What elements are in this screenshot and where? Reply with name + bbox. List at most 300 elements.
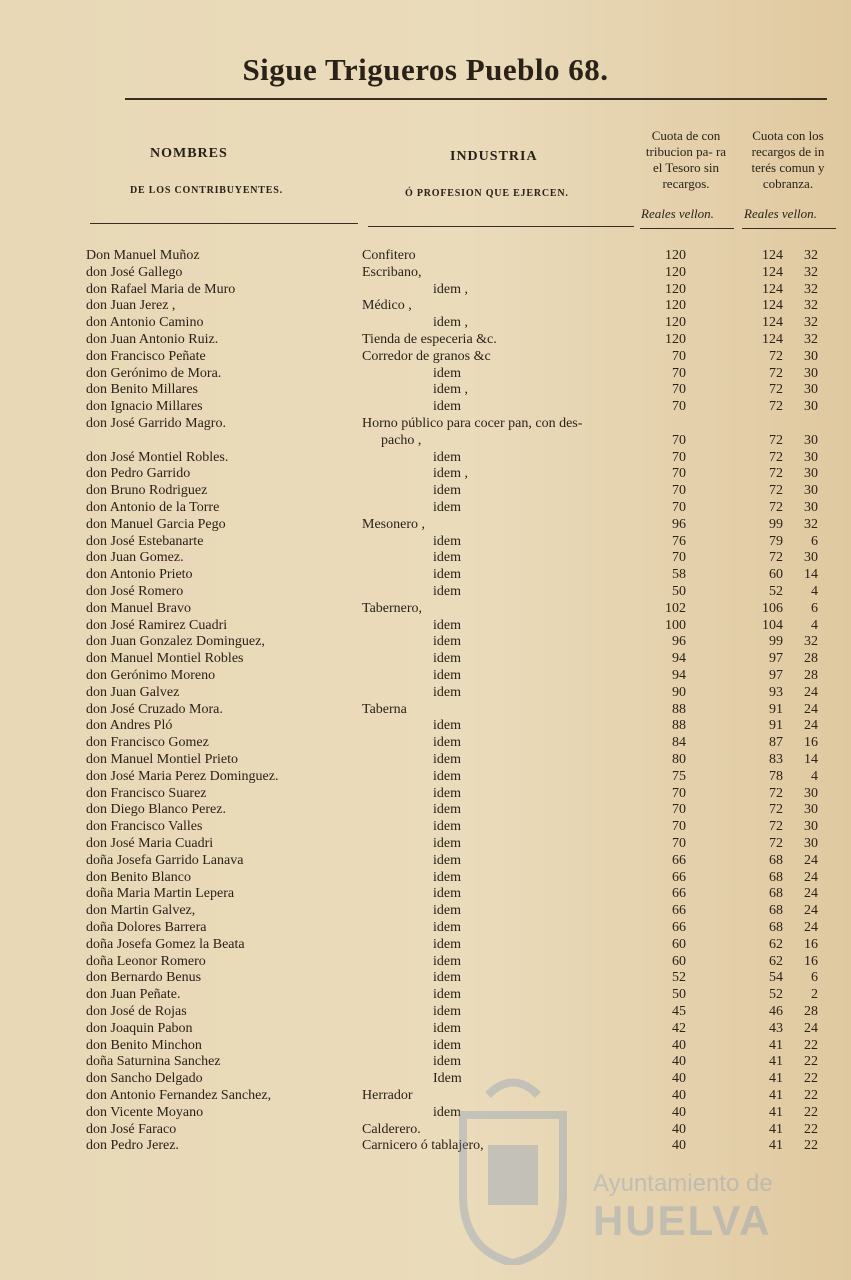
quota-surcharge-reales: 68 bbox=[769, 852, 783, 868]
quota-surcharge-reales: 41 bbox=[769, 1037, 783, 1053]
quota-surcharge-reales: 41 bbox=[769, 1088, 783, 1103]
table-row bbox=[0, 298, 851, 315]
quota-surcharge-maravedis: 28 bbox=[804, 1004, 818, 1019]
contributor-name: don Rafael Maria de Muro bbox=[86, 281, 236, 297]
quota-surcharge-maravedis: 30 bbox=[804, 382, 818, 398]
industry: idem bbox=[433, 1020, 461, 1036]
quota-treasury: 120 bbox=[665, 248, 686, 263]
contributor-name: doña Josefa Gomez la Beata bbox=[86, 936, 245, 952]
quota-surcharge-reales: 62 bbox=[769, 936, 783, 952]
quota-surcharge-reales: 72 bbox=[769, 483, 783, 499]
contributor-name: don Vicente Moyano bbox=[86, 1104, 204, 1120]
table-row bbox=[0, 819, 851, 836]
quota-treasury: 40 bbox=[672, 1104, 686, 1120]
industry: idem , bbox=[433, 466, 468, 482]
quota-surcharge-reales: 104 bbox=[762, 617, 783, 633]
contributor-name: doña Josefa Garrido Lanava bbox=[86, 852, 244, 868]
header-cuota-recargos: Cuota con los recargos de in terés comun y cobranza. bbox=[751, 128, 825, 191]
industry-continuation: pacho , bbox=[381, 432, 422, 448]
table-row bbox=[0, 870, 851, 887]
quota-treasury: 76 bbox=[672, 533, 686, 549]
quota-surcharge-maravedis: 24 bbox=[804, 1020, 818, 1036]
quota-treasury: 94 bbox=[672, 651, 686, 667]
industry: idem bbox=[433, 819, 461, 835]
quota-treasury: 84 bbox=[672, 735, 686, 751]
page-title: Sigue Trigueros Pueblo 68. bbox=[242, 52, 609, 87]
quota-surcharge-reales: 124 bbox=[762, 332, 783, 347]
industry: Idem bbox=[433, 1071, 462, 1087]
quota-treasury: 94 bbox=[672, 668, 686, 683]
quota-surcharge-maravedis: 22 bbox=[804, 1037, 818, 1053]
contributor-name: don Juan Antonio Ruiz. bbox=[86, 332, 219, 347]
quota-surcharge-maravedis: 22 bbox=[804, 1104, 818, 1120]
quota-surcharge-maravedis: 32 bbox=[804, 634, 818, 650]
quota-treasury: 70 bbox=[672, 365, 686, 381]
quota-surcharge-maravedis: 2 bbox=[811, 987, 818, 1003]
table-row bbox=[0, 382, 851, 399]
quota-treasury: 60 bbox=[672, 936, 686, 952]
quota-surcharge-maravedis: 24 bbox=[804, 684, 818, 700]
table-row bbox=[0, 987, 851, 1004]
contributor-name: don Bruno Rodriguez bbox=[86, 483, 208, 499]
contributor-name: Don Manuel Muñoz bbox=[86, 248, 200, 263]
watermark-line-2: HUELVA bbox=[593, 1197, 772, 1244]
industry: idem bbox=[433, 836, 461, 851]
table-row bbox=[0, 399, 851, 416]
quota-surcharge-reales: 99 bbox=[769, 634, 783, 650]
table-row bbox=[0, 886, 851, 903]
table-row bbox=[0, 786, 851, 803]
contributor-name: don Sancho Delgado bbox=[86, 1071, 203, 1087]
table-row bbox=[0, 836, 851, 853]
quota-surcharge-reales: 72 bbox=[769, 432, 783, 448]
quota-surcharge-maravedis: 22 bbox=[804, 1138, 818, 1154]
quota-surcharge-reales: 124 bbox=[762, 248, 783, 263]
quota-surcharge-maravedis: 16 bbox=[804, 936, 818, 952]
quota-treasury: 70 bbox=[672, 819, 686, 835]
quota-treasury: 40 bbox=[672, 1037, 686, 1053]
header-industria-sub: Ó PROFESION QUE EJERCEN. bbox=[405, 188, 569, 199]
quota-treasury: 70 bbox=[672, 802, 686, 818]
industry: idem bbox=[433, 735, 461, 751]
industry: idem bbox=[433, 617, 461, 633]
quota-treasury: 70 bbox=[672, 550, 686, 566]
quota-surcharge-reales: 68 bbox=[769, 903, 783, 919]
industry: idem bbox=[433, 550, 461, 566]
table-row bbox=[0, 651, 851, 668]
quota-surcharge-reales: 72 bbox=[769, 836, 783, 851]
quota-surcharge-maravedis: 16 bbox=[804, 735, 818, 751]
quota-treasury: 70 bbox=[672, 449, 686, 465]
industry: Carnicero ó tablajero, bbox=[362, 1138, 484, 1154]
contributor-name: don Manuel Montiel Prieto bbox=[86, 752, 239, 767]
quota-surcharge-reales: 87 bbox=[769, 735, 783, 751]
contributor-name: don Francisco Valles bbox=[86, 819, 203, 835]
quota-treasury: 50 bbox=[672, 987, 686, 1003]
table-row bbox=[0, 349, 851, 366]
quota-treasury: 120 bbox=[665, 264, 686, 280]
quota-surcharge-reales: 72 bbox=[769, 785, 783, 801]
industry: idem , bbox=[433, 281, 468, 297]
table-row bbox=[0, 937, 851, 954]
table-row bbox=[0, 903, 851, 920]
contributor-name: don Manuel Bravo bbox=[86, 600, 191, 616]
quota-surcharge-reales: 54 bbox=[769, 970, 783, 986]
table-row bbox=[0, 567, 851, 584]
quota-surcharge-maravedis: 32 bbox=[804, 281, 818, 297]
contributor-name: don Antonio Camino bbox=[86, 315, 204, 331]
ayuntamiento-watermark bbox=[448, 1075, 788, 1275]
industry: Escribano, bbox=[362, 264, 422, 280]
table-row bbox=[0, 332, 851, 349]
quota-surcharge-maravedis: 24 bbox=[804, 718, 818, 734]
quota-surcharge-reales: 41 bbox=[769, 1121, 783, 1137]
quota-treasury: 70 bbox=[672, 348, 686, 364]
title-rule bbox=[125, 98, 827, 100]
table-row bbox=[0, 534, 851, 551]
contributor-name: don Bernardo Benus bbox=[86, 970, 202, 986]
quota-surcharge-maravedis: 30 bbox=[804, 785, 818, 801]
table-row bbox=[0, 416, 851, 448]
quota-treasury: 66 bbox=[672, 886, 686, 902]
quota-surcharge-reales: 124 bbox=[762, 281, 783, 297]
quota-surcharge-maravedis: 30 bbox=[804, 466, 818, 482]
quota-treasury: 50 bbox=[672, 584, 686, 599]
table-row bbox=[0, 685, 851, 702]
quota-surcharge-reales: 72 bbox=[769, 348, 783, 364]
industry: idem bbox=[433, 651, 461, 667]
industry: idem bbox=[433, 970, 461, 986]
quota-surcharge-reales: 72 bbox=[769, 802, 783, 818]
quota-surcharge-maravedis: 24 bbox=[804, 701, 818, 717]
quota-treasury: 58 bbox=[672, 567, 686, 583]
quota-treasury: 120 bbox=[665, 332, 686, 347]
quota-surcharge-reales: 72 bbox=[769, 500, 783, 515]
industry: idem bbox=[433, 1004, 461, 1019]
contributor-name: don José Maria Cuadri bbox=[86, 836, 214, 851]
contributor-name: don Francisco Peñate bbox=[86, 348, 206, 364]
table-row bbox=[0, 752, 851, 769]
industry: idem bbox=[433, 869, 461, 885]
quota-surcharge-maravedis: 30 bbox=[804, 348, 818, 364]
quota-surcharge-maravedis: 4 bbox=[811, 617, 818, 633]
quota-treasury: 40 bbox=[672, 1071, 686, 1087]
contributor-name: don Antonio Fernandez Sanchez, bbox=[86, 1088, 272, 1103]
quota-surcharge-maravedis: 30 bbox=[804, 399, 818, 415]
industry: idem bbox=[433, 768, 461, 784]
contributor-name: don Joaquin Pabon bbox=[86, 1020, 193, 1036]
quota-surcharge-maravedis: 30 bbox=[804, 483, 818, 499]
contributor-name: don Gerónimo de Mora. bbox=[86, 365, 222, 381]
contributor-name: don Manuel Montiel Robles bbox=[86, 651, 244, 667]
industry: Tabernero, bbox=[362, 600, 423, 616]
quota-surcharge-reales: 62 bbox=[769, 953, 783, 969]
table-row bbox=[0, 1021, 851, 1038]
quota-surcharge-reales: 124 bbox=[762, 298, 783, 314]
table-row bbox=[0, 954, 851, 971]
industry: idem bbox=[433, 399, 461, 415]
industry: idem bbox=[433, 785, 461, 801]
quota-surcharge-reales: 72 bbox=[769, 819, 783, 835]
industry: idem bbox=[433, 752, 461, 767]
table-row bbox=[0, 517, 851, 534]
industry: Mesonero , bbox=[362, 516, 425, 532]
header-nombres-sub: DE LOS CONTRIBUYENTES. bbox=[130, 185, 283, 196]
header-industria: INDUSTRIA bbox=[450, 149, 538, 164]
quota-surcharge-maravedis: 14 bbox=[804, 567, 818, 583]
industry: Herrador bbox=[362, 1088, 413, 1103]
industry: idem bbox=[433, 483, 461, 499]
table-row bbox=[0, 853, 851, 870]
contributor-name: doña Saturnina Sanchez bbox=[86, 1054, 221, 1070]
header-rule-3 bbox=[640, 228, 734, 229]
quota-treasury: 100 bbox=[665, 617, 686, 633]
quota-surcharge-maravedis: 32 bbox=[804, 264, 818, 280]
industry: idem bbox=[433, 903, 461, 919]
industry: idem bbox=[433, 987, 461, 1003]
table-row bbox=[0, 315, 851, 332]
contributor-name: don Martin Galvez, bbox=[86, 903, 196, 919]
quota-treasury: 66 bbox=[672, 903, 686, 919]
table-row bbox=[0, 1004, 851, 1021]
contributor-name: don Ignacio Millares bbox=[86, 399, 203, 415]
contributor-name: don Gerónimo Moreno bbox=[86, 668, 216, 683]
header-nombres: NOMBRES bbox=[150, 146, 228, 161]
quota-surcharge-maravedis: 14 bbox=[804, 752, 818, 767]
contributor-name: don José Montiel Robles. bbox=[86, 449, 229, 465]
quota-surcharge-maravedis: 32 bbox=[804, 248, 818, 263]
quota-surcharge-reales: 68 bbox=[769, 869, 783, 885]
quota-treasury: 60 bbox=[672, 953, 686, 969]
industry: idem bbox=[433, 533, 461, 549]
watermark-line-1: Ayuntamiento de bbox=[593, 1170, 773, 1197]
quota-surcharge-reales: 93 bbox=[769, 684, 783, 700]
industry: idem bbox=[433, 802, 461, 818]
quota-treasury: 70 bbox=[672, 836, 686, 851]
quota-surcharge-maravedis: 24 bbox=[804, 869, 818, 885]
table-row bbox=[0, 601, 851, 618]
contributor-name: don José Gallego bbox=[86, 264, 183, 280]
contributor-name: don Pedro Jerez. bbox=[86, 1138, 179, 1154]
quota-treasury: 96 bbox=[672, 634, 686, 650]
quota-surcharge-maravedis: 30 bbox=[804, 819, 818, 835]
quota-treasury: 40 bbox=[672, 1138, 686, 1154]
contributor-name: don Francisco Suarez bbox=[86, 785, 207, 801]
quota-surcharge-maravedis: 30 bbox=[804, 365, 818, 381]
contributor-name: doña Maria Martin Lepera bbox=[86, 886, 235, 902]
contributor-name: don José de Rojas bbox=[86, 1004, 187, 1019]
quota-surcharge-reales: 72 bbox=[769, 382, 783, 398]
quota-surcharge-maravedis: 24 bbox=[804, 903, 818, 919]
quota-surcharge-reales: 106 bbox=[762, 600, 783, 616]
header-rule-4 bbox=[742, 228, 836, 229]
industry: Médico , bbox=[362, 298, 412, 314]
table-row bbox=[0, 920, 851, 937]
quota-treasury: 40 bbox=[672, 1121, 686, 1137]
contributor-name: don José Romero bbox=[86, 584, 184, 599]
quota-treasury: 66 bbox=[672, 920, 686, 935]
industry: idem bbox=[433, 449, 461, 465]
quota-treasury: 70 bbox=[672, 785, 686, 801]
quota-surcharge-maravedis: 22 bbox=[804, 1121, 818, 1137]
industry: idem , bbox=[433, 382, 468, 398]
quota-treasury: 45 bbox=[672, 1004, 686, 1019]
table-row bbox=[0, 735, 851, 752]
table-row bbox=[0, 550, 851, 567]
contributor-name: don Benito Blanco bbox=[86, 869, 191, 885]
quota-treasury: 102 bbox=[665, 600, 686, 616]
contributor-name: don Manuel Garcia Pego bbox=[86, 516, 226, 532]
industry: Corredor de granos &c bbox=[362, 348, 491, 364]
table-row bbox=[0, 500, 851, 517]
quota-surcharge-reales: 79 bbox=[769, 533, 783, 549]
quota-treasury: 96 bbox=[672, 516, 686, 532]
quota-treasury: 52 bbox=[672, 970, 686, 986]
contributor-name: don José Ramirez Cuadri bbox=[86, 617, 228, 633]
table-row bbox=[0, 584, 851, 601]
quota-surcharge-reales: 83 bbox=[769, 752, 783, 767]
quota-surcharge-maravedis: 32 bbox=[804, 298, 818, 314]
quota-surcharge-reales: 41 bbox=[769, 1138, 783, 1154]
contributor-name: don José Maria Perez Dominguez. bbox=[86, 768, 279, 784]
quota-treasury: 40 bbox=[672, 1088, 686, 1103]
table-row bbox=[0, 718, 851, 735]
quota-surcharge-reales: 60 bbox=[769, 567, 783, 583]
quota-treasury: 88 bbox=[672, 718, 686, 734]
quota-surcharge-maravedis: 16 bbox=[804, 953, 818, 969]
industry: idem bbox=[433, 953, 461, 969]
quota-treasury: 40 bbox=[672, 1054, 686, 1070]
quota-surcharge-maravedis: 22 bbox=[804, 1088, 818, 1103]
quota-surcharge-reales: 78 bbox=[769, 768, 783, 784]
quota-treasury: 66 bbox=[672, 852, 686, 868]
contributor-name: don Antonio Prieto bbox=[86, 567, 193, 583]
quota-surcharge-maravedis: 24 bbox=[804, 886, 818, 902]
table-row bbox=[0, 634, 851, 651]
table-row bbox=[0, 668, 851, 685]
table-row bbox=[0, 248, 851, 265]
quota-treasury: 70 bbox=[672, 432, 686, 448]
header-rule-1 bbox=[90, 223, 358, 224]
table-row bbox=[0, 282, 851, 299]
quota-surcharge-maravedis: 32 bbox=[804, 332, 818, 347]
quota-surcharge-reales: 68 bbox=[769, 920, 783, 935]
industry: idem bbox=[433, 567, 461, 583]
quota-treasury: 90 bbox=[672, 684, 686, 700]
header-rule-2 bbox=[368, 226, 634, 227]
quota-surcharge-reales: 41 bbox=[769, 1054, 783, 1070]
table-row bbox=[0, 483, 851, 500]
industry: idem bbox=[433, 365, 461, 381]
industry: idem bbox=[433, 668, 461, 683]
quota-surcharge-maravedis: 30 bbox=[804, 550, 818, 566]
quota-surcharge-reales: 124 bbox=[762, 315, 783, 331]
contributor-name: don Pedro Garrido bbox=[86, 466, 191, 482]
industry: idem bbox=[433, 634, 461, 650]
table-row bbox=[0, 1054, 851, 1071]
contributor-name: doña Leonor Romero bbox=[86, 953, 206, 969]
contributor-name: doña Dolores Barrera bbox=[86, 920, 207, 935]
industry: Tienda de especeria &c. bbox=[362, 332, 497, 347]
quota-surcharge-maravedis: 4 bbox=[811, 584, 818, 599]
industry: idem bbox=[433, 718, 461, 734]
quota-surcharge-maravedis: 32 bbox=[804, 516, 818, 532]
quota-surcharge-reales: 99 bbox=[769, 516, 783, 532]
quota-surcharge-maravedis: 22 bbox=[804, 1071, 818, 1087]
industry: idem bbox=[433, 584, 461, 599]
quota-treasury: 70 bbox=[672, 466, 686, 482]
quota-surcharge-reales: 91 bbox=[769, 718, 783, 734]
contributor-name: don José Estebanarte bbox=[86, 533, 204, 549]
contributor-name: don José Cruzado Mora. bbox=[86, 701, 223, 717]
quota-surcharge-maravedis: 28 bbox=[804, 651, 818, 667]
quota-surcharge-maravedis: 30 bbox=[804, 449, 818, 465]
quota-surcharge-reales: 97 bbox=[769, 651, 783, 667]
quota-surcharge-maravedis: 6 bbox=[811, 970, 818, 986]
contributor-name: don Benito Minchon bbox=[86, 1037, 202, 1053]
industry: Horno público para cocer pan, con des- bbox=[362, 416, 583, 431]
quota-treasury: 70 bbox=[672, 500, 686, 515]
quota-treasury: 120 bbox=[665, 298, 686, 314]
contributor-name: don Benito Millares bbox=[86, 382, 198, 398]
contributor-name: don Juan Jerez , bbox=[86, 298, 176, 314]
quota-treasury: 42 bbox=[672, 1020, 686, 1036]
contributor-name: don Juan Galvez bbox=[86, 684, 180, 700]
quota-surcharge-reales: 41 bbox=[769, 1104, 783, 1120]
quota-treasury: 80 bbox=[672, 752, 686, 767]
quota-surcharge-maravedis: 6 bbox=[811, 533, 818, 549]
quota-surcharge-maravedis: 24 bbox=[804, 920, 818, 935]
quota-surcharge-reales: 46 bbox=[769, 1004, 783, 1019]
quota-treasury: 120 bbox=[665, 281, 686, 297]
quota-surcharge-maravedis: 6 bbox=[811, 600, 818, 616]
quota-treasury: 66 bbox=[672, 869, 686, 885]
quota-surcharge-reales: 97 bbox=[769, 668, 783, 683]
quota-surcharge-reales: 72 bbox=[769, 365, 783, 381]
quota-surcharge-reales: 72 bbox=[769, 466, 783, 482]
table-row bbox=[0, 366, 851, 383]
industry: idem bbox=[433, 500, 461, 515]
table-row bbox=[0, 769, 851, 786]
industry: Taberna bbox=[362, 701, 407, 717]
contributor-name: don Andres Pló bbox=[86, 718, 173, 734]
table-row bbox=[0, 1038, 851, 1055]
contributor-name: don Diego Blanco Perez. bbox=[86, 802, 226, 818]
quota-surcharge-maravedis: 28 bbox=[804, 668, 818, 683]
header-units-2: Reales vellon. bbox=[744, 206, 817, 221]
header-units-1: Reales vellon. bbox=[641, 206, 714, 221]
quota-surcharge-reales: 124 bbox=[762, 264, 783, 280]
quota-surcharge-reales: 72 bbox=[769, 550, 783, 566]
contributor-name: don Juan Gonzalez Dominguez, bbox=[86, 634, 265, 650]
quota-surcharge-reales: 72 bbox=[769, 449, 783, 465]
quota-surcharge-maravedis: 4 bbox=[811, 768, 818, 784]
industry: idem , bbox=[433, 315, 468, 331]
quota-surcharge-maravedis: 32 bbox=[804, 315, 818, 331]
quota-treasury: 120 bbox=[665, 315, 686, 331]
industry: idem bbox=[433, 684, 461, 700]
quota-treasury: 88 bbox=[672, 701, 686, 717]
quota-surcharge-maravedis: 24 bbox=[804, 852, 818, 868]
quota-surcharge-maravedis: 22 bbox=[804, 1054, 818, 1070]
contributor-name: don Juan Peñate. bbox=[86, 987, 181, 1003]
contributor-name: don Antonio de la Torre bbox=[86, 500, 220, 515]
quota-treasury: 75 bbox=[672, 768, 686, 784]
industry: idem bbox=[433, 920, 461, 935]
industry: idem bbox=[433, 1054, 461, 1070]
table-row bbox=[0, 970, 851, 987]
industry: idem bbox=[433, 1037, 461, 1053]
